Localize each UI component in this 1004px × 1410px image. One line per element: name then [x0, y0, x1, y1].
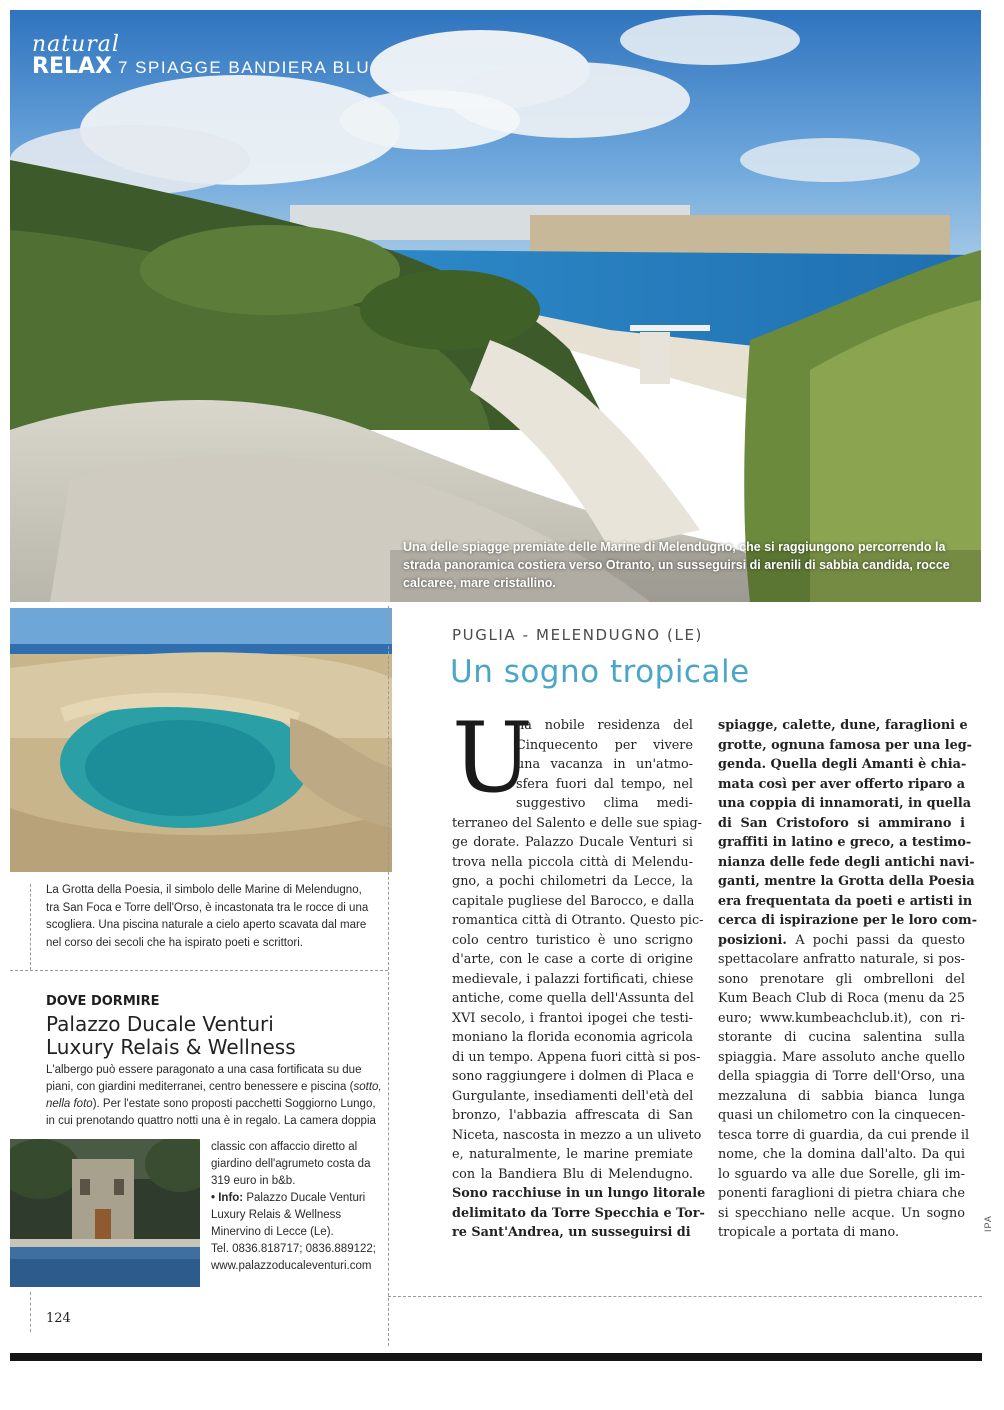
- article-line: sono raggiungere i dolmen di Placa e: [452, 1069, 694, 1084]
- hotel-photo: [10, 1139, 200, 1287]
- article-line: capitale pugliese del Barocco, e dalla: [452, 893, 695, 909]
- article-line: moniano la florida economia agricola: [452, 1030, 693, 1045]
- page-number-divider: [30, 1292, 31, 1332]
- article-line: storante di cucina salentina sulla: [718, 1030, 965, 1045]
- info-city: Minervino di Lecce (Le).: [211, 1226, 334, 1238]
- article-line: sono prenotare gli ombrelloni del: [718, 971, 965, 987]
- article-line: lo sguardo va alle due Sorelle, gli im-: [718, 1166, 965, 1182]
- article-line: Cinquecento per vivere: [516, 737, 693, 753]
- page-number: 124: [46, 1311, 71, 1326]
- bottom-rule: [10, 1353, 982, 1361]
- hotel-price-text: classic con affaccio diretto al giardino dell'agrumeto costa da 319 euro in b&b.: [211, 1141, 371, 1187]
- article-line: terraneo del Salento e delle sue spiag-: [452, 815, 702, 831]
- article-line: Sono racchiuse in un lungo litorale: [452, 1186, 706, 1201]
- article-line: bronzo, l'abbazia affrescata di San: [452, 1108, 693, 1123]
- hotel-info: [211, 1139, 381, 1275]
- section-kicker: [32, 34, 370, 79]
- hero-caption: Una delle spiagge premiate delle Marine di Melendugno, che si raggiungono percorrendo la strada panoramica costiera verso Otranto, un susseguirsi di arenili di sabbia candida, rocce calcaree, mare cristallino.: [403, 540, 950, 590]
- grotta-caption: La Grotta della Poesia, il simbolo delle Marine di Melendugno, tra San Foca e Torre dell'Orso, è incastonata tra le rocce di una scogliera. Una piscina naturale a cielo aperto scavata dal mare nel corso dei secoli che ha ispirato poeti e scrittori.: [46, 884, 369, 949]
- article-line: mata così per aver offerto riparo a: [718, 776, 965, 792]
- beach-dunes-image: [10, 10, 981, 602]
- article-line: medievale, i palazzi fortificati, chiese: [452, 971, 694, 987]
- article-line: XVI secolo, i frantoi ipogei che testi-: [452, 1010, 693, 1026]
- article-line: si specchiano nelle acque. Un sogno: [718, 1205, 965, 1221]
- article-line: e, naturalmente, le marine premiate: [452, 1147, 693, 1162]
- article-line: sfera fuori dal tempo, nel: [516, 776, 693, 792]
- article-line: trova nella piccola città di Melendu-: [452, 854, 693, 870]
- article-line: ge dorate. Palazzo Ducale Venturi si: [452, 835, 693, 850]
- article-line: di un tempo. Appena fuori città si pos-: [452, 1049, 701, 1065]
- article-line: con la Bandiera Blu di Melendugno.: [452, 1166, 693, 1182]
- hero-photo: [10, 10, 981, 602]
- hotel-title-line2: Luxury Relais & Wellness: [46, 1035, 296, 1059]
- article-location: PUGLIA - MELENDUGNO (LE): [452, 626, 703, 644]
- article-line: nome, che la domina dall'alto. Da qui: [718, 1147, 965, 1162]
- article-line: na nobile residenza del: [516, 718, 693, 733]
- article-line: romantica città di Otranto. Questo pic-: [452, 913, 704, 928]
- article-line: graffiti in latino e greco, a testimo-: [718, 835, 972, 850]
- article-line: della spiaggia di Torre dell'Orso, una: [718, 1069, 965, 1084]
- article-line: Kum Beach Club di Roca (menu da 25: [718, 991, 965, 1006]
- article-column-1: [452, 702, 706, 1243]
- article-bottom-divider: [388, 1296, 982, 1297]
- article-line: cerca di ispirazione per le loro com-: [718, 913, 978, 928]
- article-line: quasi un chilometro con la cinquecen-: [718, 1108, 966, 1123]
- left-vertical-divider: [30, 884, 31, 970]
- column-2-lines: [718, 716, 978, 1243]
- article-line: mezzaluna di sabbia bianca lunga: [718, 1088, 965, 1104]
- info-label: • Info:: [211, 1192, 244, 1204]
- article-line: d'arte, con le case a corte di origine: [452, 952, 693, 967]
- kicker-natural: natural: [32, 32, 120, 57]
- hotel-title: [46, 1013, 386, 1059]
- palazzo-pool-image: [10, 1139, 200, 1287]
- hotel-desc-italic: sotto, nella foto: [46, 1081, 382, 1110]
- photo-credit: IPA: [983, 1215, 993, 1232]
- article-line: una vacanza in un'atmo-: [516, 757, 693, 772]
- article-line: re Sant'Andrea, un susseguirsi di: [452, 1225, 691, 1240]
- article-title: Un sogno tropicale: [450, 654, 750, 690]
- article-line: tesca torre di guardia, da cui prende il: [718, 1127, 970, 1143]
- box-top-divider: [10, 970, 388, 971]
- drop-cap: U: [452, 702, 533, 814]
- hotel-desc-part1: L'albergo può essere paragonato a una casa fortificata su due piani, con giardini mediterranei, centro benessere e piscina (: [46, 1064, 362, 1093]
- article-line: tropicale a portata di mano.: [718, 1225, 900, 1240]
- article-line: una coppia di innamorati, in quella: [718, 796, 972, 811]
- article-line: di San Cristoforo si ammirano i: [718, 815, 965, 831]
- article-line: Gurgulante, insediamenti dell'età del: [452, 1088, 694, 1104]
- article-line: nianza delle fede degli antichi navi-: [718, 854, 975, 870]
- article-line: genda. Quella degli Amanti è chia-: [718, 757, 967, 772]
- article-line: colo centro turistico è uno scrigno: [452, 932, 693, 948]
- article-line: spiagge, calette, dune, faraglioni e: [718, 718, 968, 733]
- kicker-section: 7 SPIAGGE BANDIERA BLU: [117, 58, 371, 77]
- kicker-relax: RELAX: [32, 54, 112, 79]
- info-website[interactable]: www.palazzoducaleventuri.com: [211, 1260, 372, 1272]
- info-phone: Tel. 0836.818717; 0836.889122;: [211, 1243, 376, 1255]
- article-line: gno, a pochi chilometri da Lecce, la: [452, 874, 693, 889]
- article-line: suggestivo clima medi-: [516, 796, 693, 811]
- article-line: spiaggia. Mare assoluto anche quello: [718, 1049, 965, 1065]
- article-line: era frequentata da poeti e artisti in: [718, 893, 973, 909]
- column-divider: [388, 606, 389, 1346]
- grotta-della-poesia-image: [10, 608, 392, 872]
- hotel-description: [46, 1062, 386, 1130]
- info-hotel-name: Palazzo Ducale Venturi: [246, 1192, 366, 1204]
- article-line: euro; www.kumbeachclub.it), con ri-: [718, 1010, 965, 1026]
- article-line: grotte, ognuna famosa per una leg-: [718, 737, 972, 753]
- info-hotel-name2: Luxury Relais & Wellness: [211, 1209, 342, 1221]
- article-line: Niceta, nascosta in mezzo a un uliveto: [452, 1127, 702, 1143]
- article-column-2: [718, 716, 978, 1243]
- article-line: ganti, mentre la Grotta della Poesia: [718, 874, 975, 889]
- dove-dormire-label: DOVE DORMIRE: [46, 994, 160, 1009]
- grotta-photo: [10, 608, 392, 872]
- article-line: antiche, come quella dell'Assunta del: [452, 991, 694, 1006]
- hotel-title-line1: Palazzo Ducale Venturi: [46, 1012, 274, 1036]
- article-line: ponenti faraglioni di pietra chiara che: [718, 1186, 965, 1201]
- article-line: spettacolare anfratto naturale, si pos-: [718, 952, 965, 967]
- article-line: posizioni. A pochi passi da questo: [718, 932, 965, 948]
- article-line: delimitato da Torre Specchia e Tor-: [452, 1205, 705, 1221]
- hotel-desc-part2: ). Per l'estate sono proposti pacchetti Soggiorno Lungo, in cui prenotando quattro notti una è in regalo. La camera doppia: [46, 1098, 376, 1127]
